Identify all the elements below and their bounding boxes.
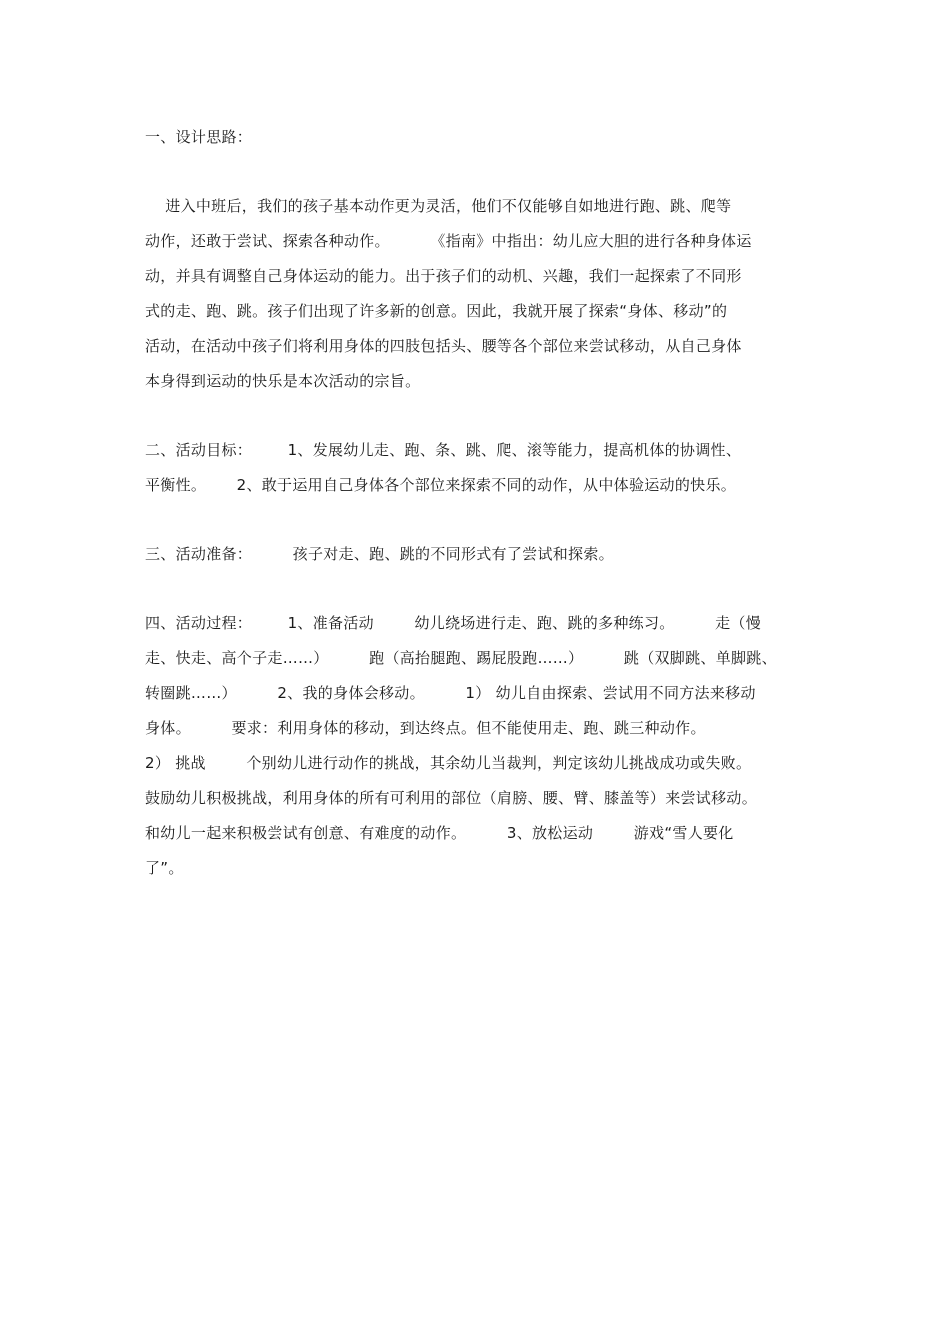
paragraph-line: 动作，还敢于尝试、探索各种动作。 《指南》中指出：幼儿应大胆的进行各种身体运 [145, 232, 752, 250]
section-process-line: 2） 挑战 个别幼儿进行动作的挑战，其余幼儿当裁判，判定该幼儿挑战成功或失败。 [145, 754, 752, 772]
paragraph-line: 动，并具有调整自己身体运动的能力。出于孩子们的动机、兴趣，我们一起探索了不同形 [145, 267, 742, 285]
section-process-line: 身体。 要求：利用身体的移动，到达终点。但不能使用走、跑、跳三种动作。 [145, 719, 706, 737]
paragraph-line: 本身得到运动的快乐是本次活动的宗旨。 [145, 372, 421, 390]
section-process-line: 鼓励幼儿积极挑战，利用身体的所有可利用的部位（肩膀、腰、臂、膝盖等）来尝试移动。 [145, 789, 758, 807]
section-goals-line: 平衡性。 2、敢于运用自己身体各个部位来探索不同的动作，从中体验运动的快乐。 [145, 476, 737, 494]
paragraph-line: 式的走、跑、跳。孩子们出现了许多新的创意。因此，我就开展了探索“身体、移动”的 [145, 302, 728, 320]
section-process-line: 走、快走、高个子走……） 跑（高抬腿跑、踢屁股跑……） 跳（双脚跳、单脚跳、 [145, 649, 777, 667]
section-preparation-line: 三、活动准备： 孩子对走、跑、跳的不同形式有了尝试和探索。 [145, 545, 614, 563]
paragraph-line: 进入中班后，我们的孩子基本动作更为灵活，他们不仅能够自如地进行跑、跳、爬等 [145, 197, 732, 215]
section-goals-line: 二、活动目标： 1、发展幼儿走、跑、条、跳、爬、滚等能力，提高机体的协调性、 [145, 441, 742, 459]
paragraph-line: 活动，在活动中孩子们将利用身体的四肢包括头、腰等各个部位来尝试移动，从自己身体 [145, 337, 742, 355]
section-process-line: 四、活动过程： 1、准备活动 幼儿绕场进行走、跑、跳的多种练习。 走（慢 [145, 614, 762, 632]
section-process-line: 了”。 [145, 859, 184, 877]
section-process-line: 转圈跳……） 2、我的身体会移动。 1） 幼儿自由探索、尝试用不同方法来移动 [145, 684, 756, 702]
section-process-line: 和幼儿一起来积极尝试有创意、有难度的动作。 3、放松运动 游戏“雪人要化 [145, 824, 734, 842]
section-heading-design: 一、设计思路： [145, 128, 253, 146]
